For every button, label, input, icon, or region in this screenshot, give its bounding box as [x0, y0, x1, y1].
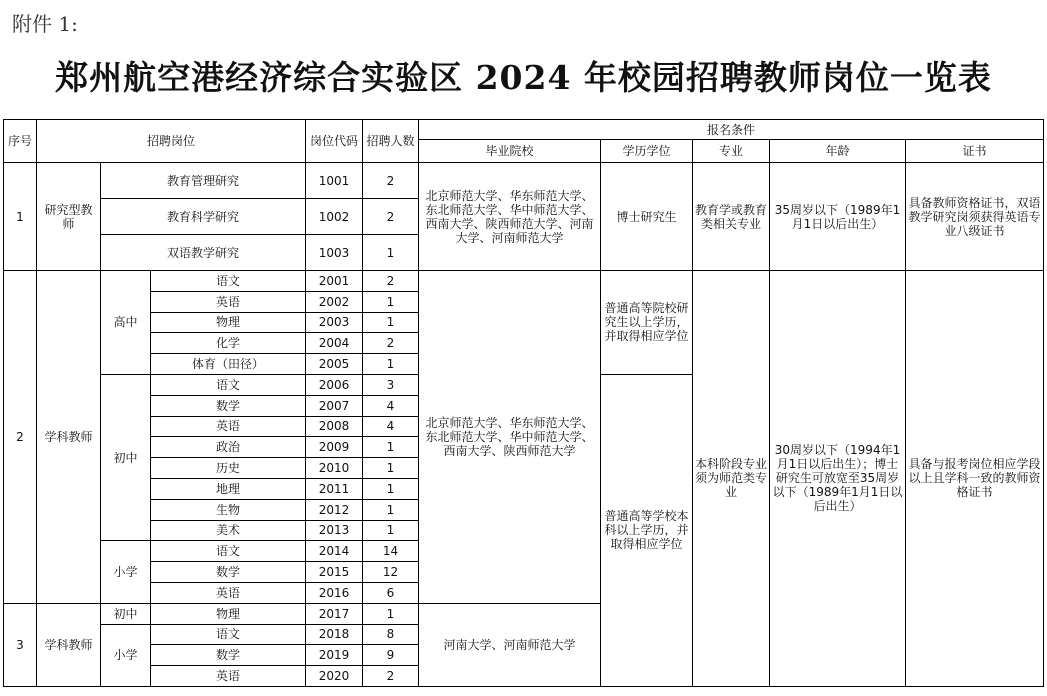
position-code: 2015 — [306, 562, 363, 583]
position-count: 1 — [363, 603, 419, 624]
position-code: 1003 — [306, 235, 363, 271]
subject-name: 政治 — [151, 437, 306, 458]
subject-name: 生物 — [151, 499, 306, 520]
subject-name: 美术 — [151, 520, 306, 541]
position-code: 2010 — [306, 458, 363, 479]
level-high: 高中 — [101, 271, 151, 375]
header-major: 专业 — [693, 140, 770, 163]
subject-name: 语文 — [151, 374, 306, 395]
position-code: 2020 — [306, 666, 363, 687]
header-seq: 序号 — [4, 120, 37, 163]
group1-school: 北京师范大学、华东师范大学、东北师范大学、华中师范大学、西南大学、陕西师范大学、河南大学、河南师范大学 — [419, 163, 601, 271]
subject-name: 体育（田径） — [151, 354, 306, 375]
position-code: 1002 — [306, 199, 363, 235]
position-count: 3 — [363, 374, 419, 395]
level-primary: 小学 — [101, 541, 151, 603]
position-code: 2016 — [306, 582, 363, 603]
position-count: 1 — [363, 354, 419, 375]
header-age: 年龄 — [770, 140, 906, 163]
position-code: 2008 — [306, 416, 363, 437]
group1-certificate: 具备教师资格证书，双语教学研究岗须获得英语专业八级证书 — [906, 163, 1044, 271]
position-count: 1 — [363, 437, 419, 458]
position-name: 教育科学研究 — [101, 199, 306, 235]
position-count: 1 — [363, 312, 419, 333]
position-count: 9 — [363, 645, 419, 666]
position-count: 14 — [363, 541, 419, 562]
group3-seq: 3 — [4, 603, 37, 686]
position-count: 2 — [363, 666, 419, 687]
position-code: 2004 — [306, 333, 363, 354]
subject-name: 化学 — [151, 333, 306, 354]
position-code: 2012 — [306, 499, 363, 520]
group3-category: 学科教师 — [37, 603, 101, 686]
position-count: 4 — [363, 416, 419, 437]
group2-school: 北京师范大学、华东师范大学、东北师范大学、华中师范大学、西南大学、陕西师范大学 — [419, 271, 601, 604]
table-row — [4, 271, 1044, 292]
header-certificate: 证书 — [906, 140, 1044, 163]
position-code: 2011 — [306, 478, 363, 499]
group1-major: 教育学或教育类相关专业 — [693, 163, 770, 271]
subject-name: 语文 — [151, 271, 306, 292]
subject-name: 物理 — [151, 603, 306, 624]
recruitment-table — [3, 119, 1044, 687]
position-code: 2017 — [306, 603, 363, 624]
group2-certificate: 具备与报考岗位相应学段以上且学科一致的教师资格证书 — [906, 271, 1044, 687]
position-code: 2013 — [306, 520, 363, 541]
position-code: 2002 — [306, 291, 363, 312]
position-count: 1 — [363, 520, 419, 541]
header-conditions: 报名条件 — [419, 120, 1044, 140]
position-code: 2001 — [306, 271, 363, 292]
position-name: 双语教学研究 — [101, 235, 306, 271]
group2-degree-high: 普通高等院校研究生以上学历，并取得相应学位 — [601, 271, 693, 375]
group1-category: 研究型教师 — [37, 163, 101, 271]
position-name: 教育管理研究 — [101, 163, 306, 199]
position-count: 2 — [363, 199, 419, 235]
group1-age: 35周岁以下（1989年1月1日以后出生） — [770, 163, 906, 271]
group3-school: 河南大学、河南师范大学 — [419, 603, 601, 686]
group2-degree-other: 普通高等学校本科以上学历，并取得相应学位 — [601, 374, 693, 686]
position-code: 2006 — [306, 374, 363, 395]
position-count: 8 — [363, 624, 419, 645]
group2-major: 本科阶段专业须为师范类专业 — [693, 271, 770, 687]
group2-age: 30周岁以下（1994年1月1日以后出生）；博士研究生可放宽至35周岁以下（1989年1月1日以后出生） — [770, 271, 906, 687]
position-count: 1 — [363, 458, 419, 479]
position-count: 4 — [363, 395, 419, 416]
group2-category: 学科教师 — [37, 271, 101, 604]
subject-name: 数学 — [151, 562, 306, 583]
subject-name: 英语 — [151, 416, 306, 437]
subject-name: 数学 — [151, 395, 306, 416]
position-count: 2 — [363, 163, 419, 199]
position-code: 2007 — [306, 395, 363, 416]
attachment-label: 附件 1: — [12, 12, 78, 36]
subject-name: 英语 — [151, 582, 306, 603]
subject-name: 语文 — [151, 624, 306, 645]
subject-name: 物理 — [151, 312, 306, 333]
group3-level-middle: 初中 — [101, 603, 151, 624]
subject-name: 历史 — [151, 458, 306, 479]
position-count: 6 — [363, 582, 419, 603]
table-row — [4, 163, 1044, 199]
position-code: 2009 — [306, 437, 363, 458]
group1-degree: 博士研究生 — [601, 163, 693, 271]
level-middle: 初中 — [101, 374, 151, 540]
group2-seq: 2 — [4, 271, 37, 604]
page-title: 郑州航空港经济综合实验区 2024 年校园招聘教师岗位一览表 — [55, 58, 992, 97]
header-count: 招聘人数 — [363, 120, 419, 163]
position-code: 2018 — [306, 624, 363, 645]
position-count: 2 — [363, 271, 419, 292]
position-count: 1 — [363, 499, 419, 520]
subject-name: 数学 — [151, 645, 306, 666]
position-code: 2014 — [306, 541, 363, 562]
group1-seq: 1 — [4, 163, 37, 271]
position-code: 2005 — [306, 354, 363, 375]
header-school: 毕业院校 — [419, 140, 601, 163]
header-degree: 学历学位 — [601, 140, 693, 163]
position-count: 12 — [363, 562, 419, 583]
subject-name: 英语 — [151, 291, 306, 312]
position-code: 1001 — [306, 163, 363, 199]
group3-level-primary: 小学 — [101, 624, 151, 686]
position-count: 1 — [363, 478, 419, 499]
position-count: 1 — [363, 291, 419, 312]
position-code: 2019 — [306, 645, 363, 666]
subject-name: 英语 — [151, 666, 306, 687]
header-code: 岗位代码 — [306, 120, 363, 163]
subject-name: 地理 — [151, 478, 306, 499]
position-count: 2 — [363, 333, 419, 354]
position-count: 1 — [363, 235, 419, 271]
header-position: 招聘岗位 — [37, 120, 306, 163]
subject-name: 语文 — [151, 541, 306, 562]
position-code: 2003 — [306, 312, 363, 333]
